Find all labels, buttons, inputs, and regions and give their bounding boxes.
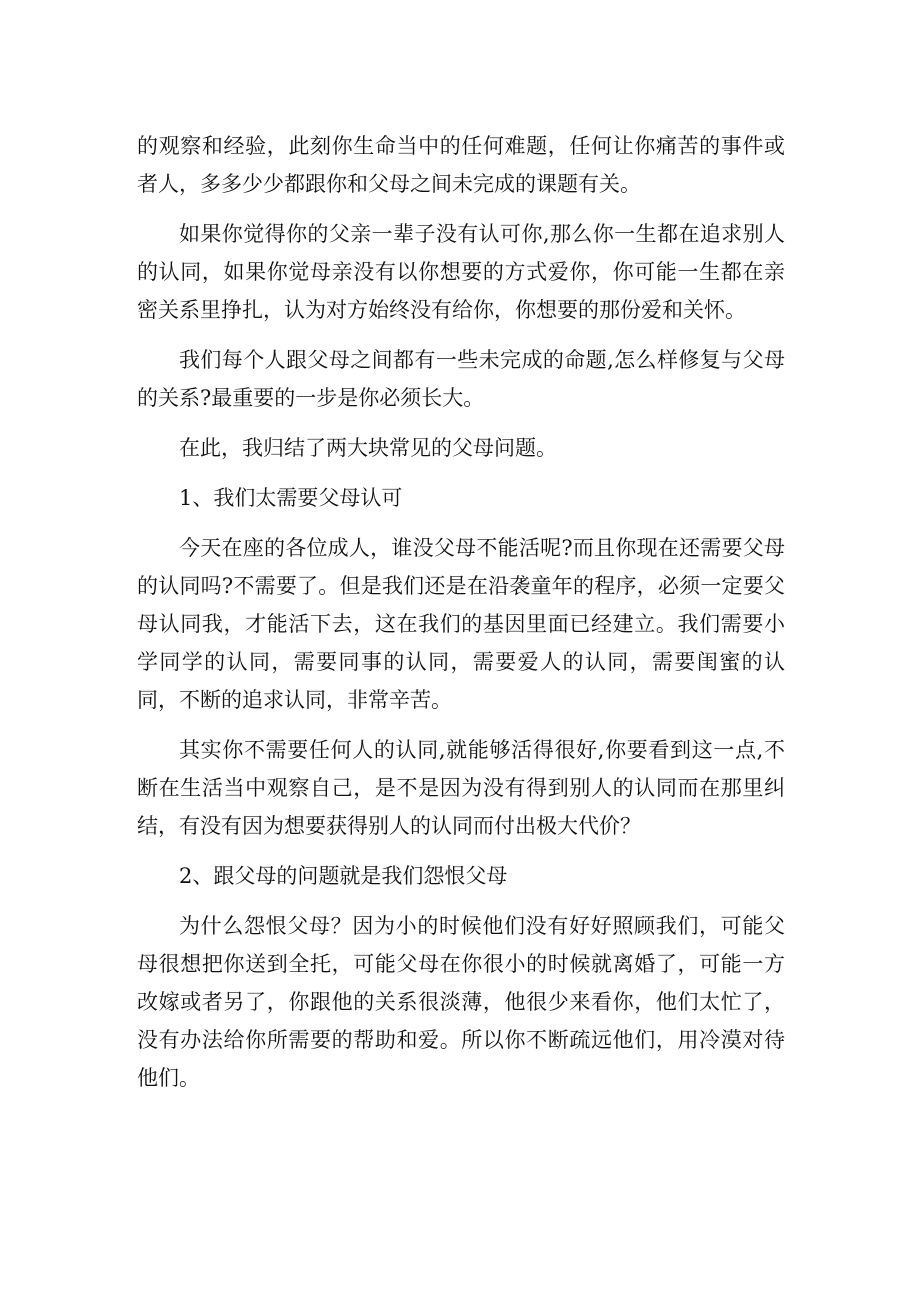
document-body <box>137 127 785 1097</box>
paragraph-no-approval-needed: 其实你不需要任何人的认同,就能够活得很好,你要看到这一点,不断在生活当中观察自己，是不是因为没有得到别人的认同而在那里纠结，有没有因为想要获得别人的认同而付出极大代价？ <box>137 738 785 838</box>
paragraph-resent-parents: 为什么怨恨父母？因为小的时候他们没有好好照顾我们，可能父母很想把你送到全托，可能父母在你很小的时候就离婚了，可能一方改嫁或者另了，你跟他的关系很淡薄，他很少来看你，他们太忙了，没有办法给你所需要的帮助和爱。所以你不断疏远他们，用冷漠对待他们。 <box>137 914 785 1090</box>
paragraph-summary-intro: 在此，我归结了两大块常见的父母问题。 <box>179 436 557 460</box>
section-heading-2: 2、跟父母的问题就是我们怨恨父母 <box>179 864 508 888</box>
paragraph-continued: 的观察和经验，此刻你生命当中的任何难题，任何让你痛苦的事件或者人，多多少少都跟你和父母之间未完成的课题有关。 <box>137 134 785 196</box>
section-heading-1: 1、我们太需要父母认可 <box>179 486 403 510</box>
paragraph-need-approval: 今天在座的各位成人，谁没父母不能活呢?而且你现在还需要父母的认同吗?不需要了。但是我们还是在沿袭童年的程序，必须一定要父母认同我，才能活下去，这在我们的基因里面已经建立。我们需要小学同学的认同，需要同事的认同，需要爱人的认同，需要闺蜜的认同，不断的追求认同，非常辛苦。 <box>137 536 785 712</box>
paragraph-father-approval: 如果你觉得你的父亲一辈子没有认可你,那么你一生都在追求别人的认同，如果你觉母亲没有以你想要的方式爱你，你可能一生都在亲密关系里挣扎，认为对方始终没有给你，你想要的那份爱和关怀。 <box>137 222 785 322</box>
paragraph-unfinished-topics: 我们每个人跟父母之间都有一些未完成的命题,怎么样修复与父母的关系?最重要的一步是你必须长大。 <box>137 348 785 410</box>
